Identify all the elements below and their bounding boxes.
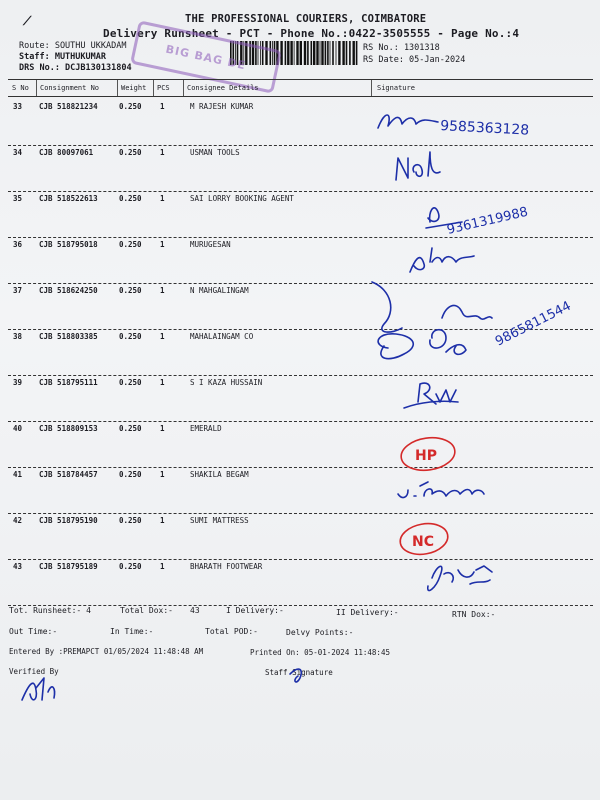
barcode-bar [300,41,302,65]
row-consignee: M RAJESH KUMAR [190,102,254,111]
col-divider [371,80,372,96]
row-separator [8,283,593,284]
handwritten-initials: HP [415,448,437,464]
col-divider [36,80,37,96]
route-label: Route: SOUTHU UKKADAM [19,41,127,51]
row-pcs: 1 [160,332,165,341]
staff-label: Staff: MUTHUKUMAR [19,52,106,62]
runsheet-title: Delivery Runsheet - PCT - Phone No.:0422-3505555 - Page No.:4 [103,27,520,40]
row-weight: 0.250 [119,194,142,203]
col-header-signature: Signature [377,84,415,92]
staff-signature: Staff Signature [265,668,333,677]
handwritten-phone-note: 9865811544 [493,298,574,350]
row-consignment: CJB 80097061 [39,148,94,157]
barcode-bar [320,41,321,65]
header-rule [8,96,593,97]
barcode-bar [296,41,298,65]
total-dox-value: 43 [190,606,200,615]
row-sno: 35 [13,194,23,203]
barcode-bar [304,41,306,65]
verified-by: Verified By [9,667,59,676]
barcode-bar [290,41,292,65]
row-consignee: N MAHGALINGAM [190,286,249,295]
barcode-bar [287,41,289,65]
row-sno: 43 [13,562,23,571]
row-consignee: MAHALAINGAM CO [190,332,254,341]
row-sno: 39 [13,378,23,387]
rtn-dox: RTN Dox:- [452,610,496,619]
row-pcs: 1 [160,562,165,571]
handwritten-phone-note: 9585363128 [439,118,530,139]
handwritten-signature [410,248,474,272]
rs-number: RS No.: 1301318 [363,43,440,53]
barcode-bar [353,41,355,65]
handwritten-signature [428,566,492,591]
delvy-points: Delvy Points:- [286,628,354,637]
row-pcs: 1 [160,470,165,479]
row-pcs: 1 [160,148,165,157]
ii-delivery: II Delivery:- [336,608,399,617]
drs-number: DRS No.: DCJB130131804 [19,63,132,73]
barcode-bar [321,41,323,65]
row-separator [8,513,593,514]
row-consignee: SUMI MATTRESS [190,516,249,525]
row-consignment: CJB 518809153 [39,424,98,433]
row-separator [8,467,593,468]
row-consignee: S I KAZA HUSSAIN [190,378,263,387]
i-delivery: I Delivery:- [226,606,284,615]
barcode-bar [342,41,344,65]
barcode-bar [346,41,348,65]
row-consignment: CJB 518803385 [39,332,98,341]
row-weight: 0.250 [119,148,142,157]
handwritten-signature [398,482,484,497]
row-sno: 34 [13,148,23,157]
company-title: THE PROFESSIONAL COURIERS, COIMBATORE [185,13,427,25]
col-header-consignment: Consignment No [40,84,100,92]
row-weight: 0.250 [119,424,142,433]
col-divider [153,80,154,96]
row-pcs: 1 [160,424,165,433]
row-pcs: 1 [160,102,165,111]
row-consignment: CJB 518795190 [39,516,98,525]
row-consignment: CJB 518795189 [39,562,98,571]
row-separator [8,191,593,192]
handwritten-initials: NC [412,534,434,550]
row-sno: 33 [13,102,23,111]
table-top-rule [8,79,593,80]
row-pcs: 1 [160,516,165,525]
row-sno: 37 [13,286,23,295]
row-weight: 0.250 [119,516,142,525]
row-sno: 40 [13,424,23,433]
handwritten-signature [426,208,462,228]
col-divider [117,80,118,96]
row-consignee: MURUGESAN [190,240,231,249]
row-consignment: CJB 518821234 [39,102,98,111]
row-consignment: CJB 518795111 [39,378,98,387]
col-header-weight: Weight [121,84,147,92]
row-sno: 36 [13,240,23,249]
handwritten-signature [22,678,55,700]
row-weight: 0.250 [119,378,142,387]
row-separator [8,421,593,422]
row-consignee: SHAKILA BEGAM [190,470,249,479]
row-consignee: BHARATH FOOTWEAR [190,562,263,571]
barcode-bar [307,41,309,65]
barcode-bar [349,41,351,65]
row-pcs: 1 [160,194,165,203]
handwritten-signature [396,152,440,180]
printed-on: Printed On: 05-01-2024 11:48:45 [250,648,390,657]
barcode-bar [325,41,327,65]
row-consignment: CJB 518795018 [39,240,98,249]
row-consignment: CJB 518784457 [39,470,98,479]
row-weight: 0.250 [119,240,142,249]
barcode-bar [338,41,340,65]
row-pcs: 1 [160,286,165,295]
barcode-bar [327,41,329,65]
barcode-bar [313,41,315,65]
row-weight: 0.250 [119,102,142,111]
col-header-pcs: PCS [157,84,170,92]
delivery-stamp: BIG BAG DE [130,20,282,93]
col-divider [183,80,184,96]
row-separator [8,375,593,376]
rs-date: RS Date: 05-Jan-2024 [363,55,466,65]
row-sno: 42 [13,516,23,525]
row-weight: 0.250 [119,332,142,341]
row-sno: 41 [13,470,23,479]
row-consignment: CJB 518522613 [39,194,98,203]
handwritten-signature [372,282,492,359]
total-pod: Total POD:- [205,627,258,636]
handwritten-phone-note: 9361319988 [445,204,530,238]
row-consignee: SAI LORRY BOOKING AGENT [190,194,294,203]
row-pcs: 1 [160,240,165,249]
col-header-sno: S No [12,84,29,92]
barcode-bar [316,41,318,65]
corner-mark: ⟋ [23,14,32,28]
row-separator [8,559,593,560]
row-weight: 0.250 [119,562,142,571]
row-weight: 0.250 [119,470,142,479]
barcode-bar [311,41,313,65]
row-consignment: CJB 518624250 [39,286,98,295]
barcode-bar [356,41,358,65]
entered-by: Entered By :PREMAPCT 01/05/2024 11:48:48 AM [9,647,204,656]
barcode-bar [285,41,287,65]
tot-runsheet: Tot. Runsheet:- 4 [9,606,91,615]
handwritten-signature [378,115,438,128]
row-separator [8,605,593,606]
row-consignee: EMERALD [190,424,222,433]
handwritten-signature [404,383,458,408]
red-circle-mark [398,520,450,558]
barcode-bar [332,41,334,65]
row-separator [8,145,593,146]
out-time: Out Time:- [9,627,58,636]
row-pcs: 1 [160,378,165,387]
col-header-consignee: Consignee Details [187,84,259,92]
row-consignee: USMAN TOOLS [190,148,240,157]
barcode-bar [336,41,337,65]
barcode-bar [294,41,295,65]
row-weight: 0.250 [119,286,142,295]
barcode-bar [330,41,331,65]
row-separator [8,237,593,238]
row-sno: 38 [13,332,23,341]
in-time: In Time:- [110,627,154,636]
total-dox-label: Total Dox:- [120,606,173,615]
row-separator [8,329,593,330]
